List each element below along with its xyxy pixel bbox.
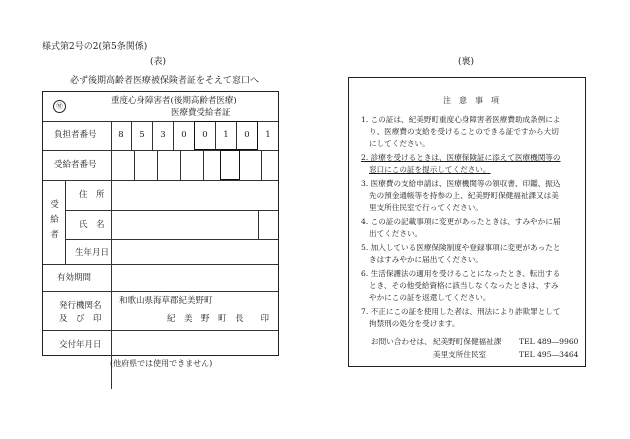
- payer-digit: 3: [160, 130, 166, 140]
- front-footnote: (他府県では使用できません): [110, 359, 213, 368]
- note-line: 7. 不正にこの証を使用した者は、刑法により詐欺罪として: [361, 307, 561, 316]
- payer-digit: 1: [265, 130, 271, 140]
- issuer-mayor-seal: 紀 美 野 町 長 印: [167, 314, 270, 324]
- rule: [152, 121, 153, 150]
- contact-tel-1: TEL 489―9960: [519, 337, 579, 346]
- rule: [43, 180, 278, 181]
- rule: [43, 291, 278, 292]
- rule: [65, 210, 278, 211]
- rule: [111, 180, 112, 389]
- rule: [258, 210, 259, 239]
- note-line: 出てください。: [369, 229, 423, 238]
- rule: [134, 150, 135, 180]
- issue-date-label: 交付年月日: [59, 340, 102, 350]
- note-line: とき、その他受給資格に該当しなくなったときは、すみ: [369, 281, 559, 290]
- validity-label: 有効期間: [57, 273, 92, 283]
- note-line: 1. この証は、紀美野町重度心身障害者医療費助成条例によ: [361, 115, 561, 124]
- rule: [43, 150, 278, 151]
- issuer-municipality: 和歌山県海草郡紀美野町: [119, 296, 213, 306]
- address-label: 住 所: [79, 190, 105, 200]
- note-line: 窓口にこの証を提示してください。: [369, 165, 491, 174]
- contact-office-1: 紀美野町保健福祉課: [433, 337, 502, 346]
- notes-title: 注 意 事 項: [443, 96, 499, 105]
- payer-digit: 5: [139, 130, 145, 140]
- rule: [43, 330, 278, 331]
- birthdate-label: 生年月日: [75, 248, 110, 258]
- rule: [65, 180, 66, 264]
- note-line: やかにこの証を返還してください。: [369, 293, 491, 302]
- rule: [173, 121, 174, 150]
- payer-digit: 8: [118, 130, 124, 140]
- form-id: 様式第2号の2(第5条関係): [42, 42, 148, 52]
- note-line: り、医療費の支給を受けることのできる証ですから大切: [369, 127, 559, 136]
- note-line: 5. 加入している医療保険制度や登録事項に変更があったと: [361, 243, 561, 252]
- rule: [261, 150, 262, 180]
- recipient-label: 受給者番号: [54, 160, 97, 170]
- mark-symbol: ㊢: [53, 100, 66, 113]
- rule: [43, 264, 278, 265]
- note-line: 里支所住民室で行ってください。: [369, 203, 483, 212]
- note-line: 6. 生活保護法の適用を受けることになったとき、転出する: [361, 269, 561, 278]
- note-line: 拘禁刑の処分を受けます。: [369, 319, 460, 328]
- contact-tel-2: TEL 495―3464: [519, 350, 579, 359]
- card-title-line2: 医療費受給者証: [171, 108, 231, 118]
- note-line: にしてください。: [369, 139, 430, 148]
- rule: [157, 150, 158, 180]
- contact-prefix: お問い合わせは、: [371, 337, 432, 346]
- note-line: きはすみやかに届出てください。: [369, 255, 483, 264]
- front-card: [42, 91, 279, 356]
- note-line: 4. この証の記載事項に変更があったときは、すみやかに届: [361, 217, 561, 226]
- payer-digit: 0: [181, 130, 187, 140]
- name-label: 氏 名: [79, 220, 105, 230]
- issuer-label-1: 発行機関名: [59, 301, 102, 311]
- card-title-line1: 重度心身障害者(後期高齢者医療): [111, 96, 237, 106]
- payer-digit: 0: [244, 130, 250, 140]
- note-line: 3. 医療費の支給申請は、医療機関等の領収書、印鑑、振込: [361, 179, 561, 188]
- emphasis-box: [220, 150, 240, 180]
- rule: [65, 239, 278, 240]
- front-instruction: 必ず後期高齢者医療被保険者証をそえて窓口へ: [70, 76, 260, 86]
- rule: [131, 121, 132, 150]
- payer-digit: 0: [202, 130, 208, 140]
- note-line: 先の預金通帳等を持参の上、紀美野町保健福祉課又は美: [369, 191, 559, 200]
- rule: [180, 150, 181, 180]
- rule: [203, 150, 204, 180]
- payer-label: 負担者番号: [54, 130, 97, 140]
- rule: [111, 121, 112, 180]
- back-card: [348, 77, 586, 367]
- front-label: (表): [150, 57, 167, 67]
- issuer-label-2: 及 び 印: [59, 314, 102, 324]
- payer-digit: 1: [223, 130, 229, 140]
- contact-office-2: 美里支所住民室: [433, 350, 487, 359]
- back-label: (裏): [458, 57, 475, 67]
- note-line: 2. 診療を受けるときは、医療保険証に添えて医療機関等の: [361, 153, 561, 162]
- recipient-group-label: 受給者: [50, 200, 59, 240]
